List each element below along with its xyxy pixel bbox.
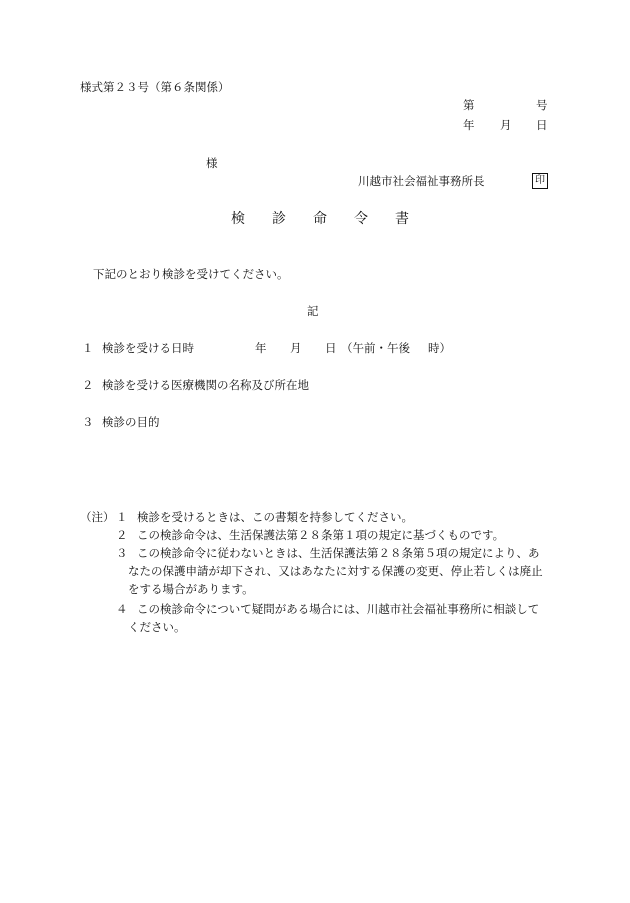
issue-date-month: 月 — [500, 118, 512, 132]
note-text: ください。 — [128, 620, 186, 634]
notes-label: （注） — [80, 510, 115, 524]
intro-text: 下記のとおり検診を受けてください。 — [93, 267, 289, 281]
item-text: 検診を受ける医療機関の名称及び所在地 — [102, 378, 309, 392]
note-text: をする場合があります。 — [128, 582, 254, 596]
form-number: 様式第２３号（第６条関係） — [80, 80, 230, 94]
note-text: この検診命令について疑問がある場合には、川越市社会福祉事務所に相談して — [137, 602, 540, 616]
issuer-name: 川越市社会福祉事務所長 — [358, 174, 485, 188]
exam-date-month: 月 — [290, 341, 302, 355]
item-number: ２ — [82, 378, 94, 392]
note-text: なたの保護申請が却下され、又はあなたに対する保護の変更、停止若しくは廃止 — [128, 564, 543, 578]
item-text: 検診を受ける日時 — [102, 341, 194, 355]
seal-mark: 印 — [532, 173, 548, 189]
document-number-label: 第 — [463, 98, 475, 112]
note-number: ２ — [116, 528, 128, 542]
note-number: ４ — [116, 602, 128, 616]
item-number: ３ — [82, 415, 94, 429]
note-number: １ — [116, 510, 128, 524]
note-text: この検診命令に従わないときは、生活保護法第２８条第５項の規定により、あ — [137, 546, 540, 560]
ki-heading: 記 — [307, 304, 319, 318]
note-text: この検診命令は、生活保護法第２８条第１項の規定に基づくものです。 — [137, 528, 505, 542]
document-number-suffix: 号 — [536, 98, 548, 112]
document-title: 検診命令書 — [231, 211, 436, 227]
exam-ampm: （午前・午後 — [341, 341, 410, 355]
addressee-honorific: 様 — [206, 156, 218, 170]
note-number: ３ — [116, 546, 128, 560]
note-text: 検診を受けるときは、この書類を持参してください。 — [137, 510, 413, 524]
exam-date-day: 日 — [325, 341, 337, 355]
issue-date-year: 年 — [463, 118, 475, 132]
issue-date-day: 日 — [536, 118, 548, 132]
item-text: 検診の目的 — [102, 415, 160, 429]
exam-hour: 時） — [428, 341, 451, 355]
item-number: １ — [82, 341, 94, 355]
exam-date-year: 年 — [255, 341, 267, 355]
